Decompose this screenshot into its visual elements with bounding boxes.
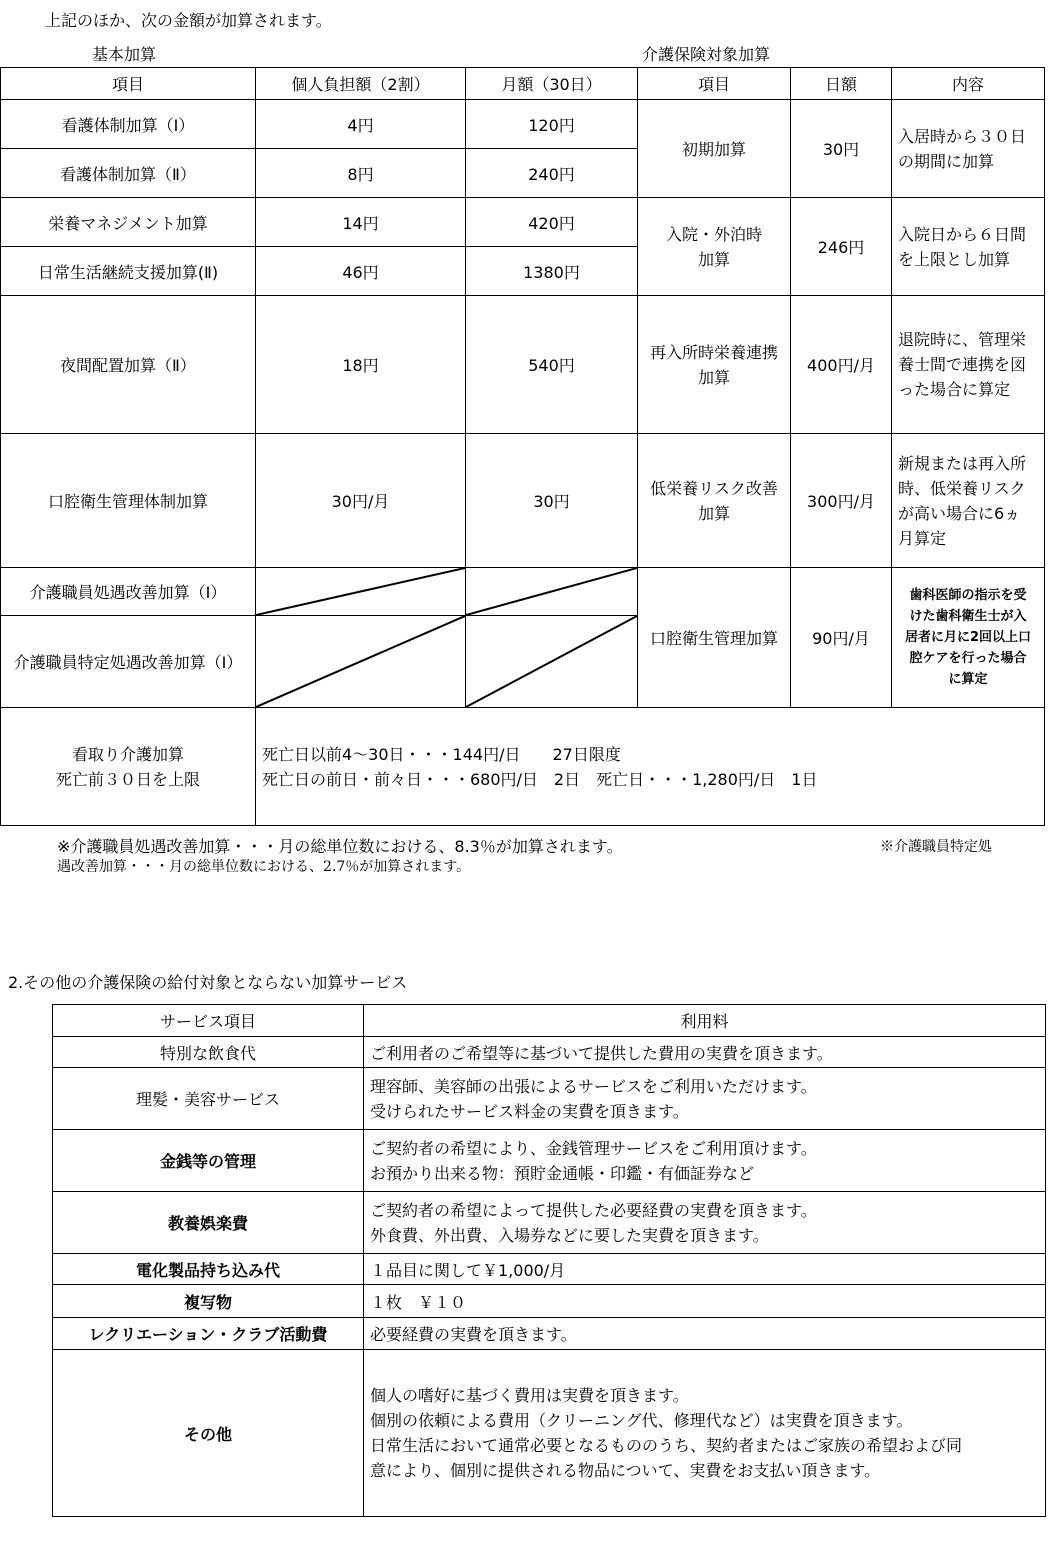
service-fee: 個人の嗜好に基づく費用は実費を頂きます。 個別の依頼による費用（クリーニング代、修理代など）は実費を頂きます。 日常生活において通常必要となるもののうち、契約者またはご家族の希望および同 意により、個別に提供される物品について、実費をお支払い頂きます。 — [364, 1350, 1046, 1517]
care-daily: 246円 — [791, 198, 892, 296]
basic-personal: 14円 — [256, 198, 466, 247]
basic-monthly: 420円 — [466, 198, 638, 247]
service-item: その他 — [53, 1350, 364, 1517]
service-item: 金銭等の管理 — [53, 1130, 364, 1192]
service-item: 複写物 — [53, 1285, 364, 1318]
care-item: 低栄養リスク改善 加算 — [638, 434, 791, 568]
terminal-detail: 死亡日以前4～30日・・・144円/日 27日限度 死亡日の前日・前々日・・・680円/日 2日 死亡日・・・1,280円/日 1日 — [256, 708, 1045, 826]
note-2a: ※介護職員特定処 — [880, 839, 992, 855]
terminal-label: 看取り介護加算 死亡前３０日を上限 — [1, 708, 256, 826]
note-2b: 遇改善加算・・・月の総単位数における、2.7％が加算されます。 — [57, 859, 471, 875]
service-item: 理髪・美容サービス — [53, 1068, 364, 1130]
service-fee: １枚 ￥１０ — [364, 1285, 1046, 1318]
service-fee: 理容師、美容師の出張によるサービスをご利用いただけます。 受けられたサービス料金の実費を頂きます。 — [364, 1068, 1046, 1130]
basic-item: 看護体制加算（Ⅱ） — [1, 149, 256, 198]
header-monthly: 月額（30日） — [466, 68, 638, 100]
service-fee: ご契約者の希望によって提供した必要経費の実費を頂きます。 外食費、外出費、入場券などに要した実費を頂きます。 — [364, 1192, 1046, 1254]
basic-monthly: 30円 — [466, 434, 638, 568]
care-daily: 90円/月 — [791, 568, 892, 708]
intro-text: 上記のほか、次の金額が加算されます。 — [45, 11, 332, 30]
header-daily: 日額 — [791, 68, 892, 100]
care-title: 介護保険対象加算 — [642, 45, 771, 64]
care-content: 入居時から３０日 の期間に加算 — [892, 100, 1045, 198]
header-item: 項目 — [1, 68, 256, 100]
care-item: 初期加算 — [638, 100, 791, 198]
service-fee: １品目に関して￥1,000/月 — [364, 1254, 1046, 1285]
addition-table — [0, 67, 1045, 826]
service-item: レクリエーション・クラブ活動費 — [53, 1318, 364, 1350]
care-item: 口腔衛生管理加算 — [638, 568, 791, 708]
section2-title: 2.その他の介護保険の給付対象とならない加算サービス — [8, 973, 408, 992]
care-daily: 400円/月 — [791, 296, 892, 434]
care-content: 入院日から６日間 を上限とし加算 — [892, 198, 1045, 296]
basic-item: 栄養マネジメント加算 — [1, 198, 256, 247]
basic-monthly: 240円 — [466, 149, 638, 198]
diagonal-cell — [466, 568, 638, 616]
care-item: 入院・外泊時 加算 — [638, 198, 791, 296]
service-fee: ご利用者のご希望等に基づいて提供した費用の実費を頂きます。 — [364, 1037, 1046, 1068]
basic-personal: 46円 — [256, 247, 466, 296]
basic-item: 介護職員特定処遇改善加算（Ⅰ） — [1, 616, 256, 708]
basic-item: 夜間配置加算（Ⅱ） — [1, 296, 256, 434]
header-care-item: 項目 — [638, 68, 791, 100]
service-item: 教養娯楽費 — [53, 1192, 364, 1254]
basic-item: 介護職員処遇改善加算（Ⅰ） — [1, 568, 256, 616]
care-daily: 300円/月 — [791, 434, 892, 568]
service-fee: 必要経費の実費を頂きます。 — [364, 1318, 1046, 1350]
basic-personal: 18円 — [256, 296, 466, 434]
note-1: ※介護職員処遇改善加算・・・月の総単位数における、8.3％が加算されます。 — [57, 837, 623, 856]
basic-monthly: 1380円 — [466, 247, 638, 296]
basic-personal: 30円/月 — [256, 434, 466, 568]
care-content: 新規または再入所 時、低栄養リスク が高い場合に6ヵ 月算定 — [892, 434, 1045, 568]
diagonal-cell — [466, 616, 638, 708]
header-personal: 個人負担額（2割） — [256, 68, 466, 100]
diagonal-cell — [256, 616, 466, 708]
service-header-item: サービス項目 — [53, 1005, 364, 1037]
care-content: 退院時に、管理栄 養士間で連携を図 った場合に算定 — [892, 296, 1045, 434]
basic-item: 口腔衛生管理体制加算 — [1, 434, 256, 568]
care-daily: 30円 — [791, 100, 892, 198]
basic-title: 基本加算 — [92, 45, 157, 64]
diagonal-cell — [256, 568, 466, 616]
basic-personal: 8円 — [256, 149, 466, 198]
service-item: 電化製品持ち込み代 — [53, 1254, 364, 1285]
service-fee: ご契約者の希望により、金銭管理サービスをご利用頂けます。 お預かり出来る物：預貯金通帳・印鑑・有価証券など — [364, 1130, 1046, 1192]
basic-item: 看護体制加算（Ⅰ） — [1, 100, 256, 149]
service-table — [52, 1004, 1046, 1517]
care-item: 再入所時栄養連携 加算 — [638, 296, 791, 434]
basic-personal: 4円 — [256, 100, 466, 149]
basic-monthly: 540円 — [466, 296, 638, 434]
header-content: 内容 — [892, 68, 1045, 100]
basic-monthly: 120円 — [466, 100, 638, 149]
basic-item: 日常生活継続支援加算(Ⅱ) — [1, 247, 256, 296]
service-item: 特別な飲食代 — [53, 1037, 364, 1068]
service-header-fee: 利用料 — [364, 1005, 1046, 1037]
care-content: 歯科医師の指示を受 けた歯科衛生士が入 居者に月に2回以上口 腔ケアを行った場合 に算定 — [892, 568, 1045, 708]
